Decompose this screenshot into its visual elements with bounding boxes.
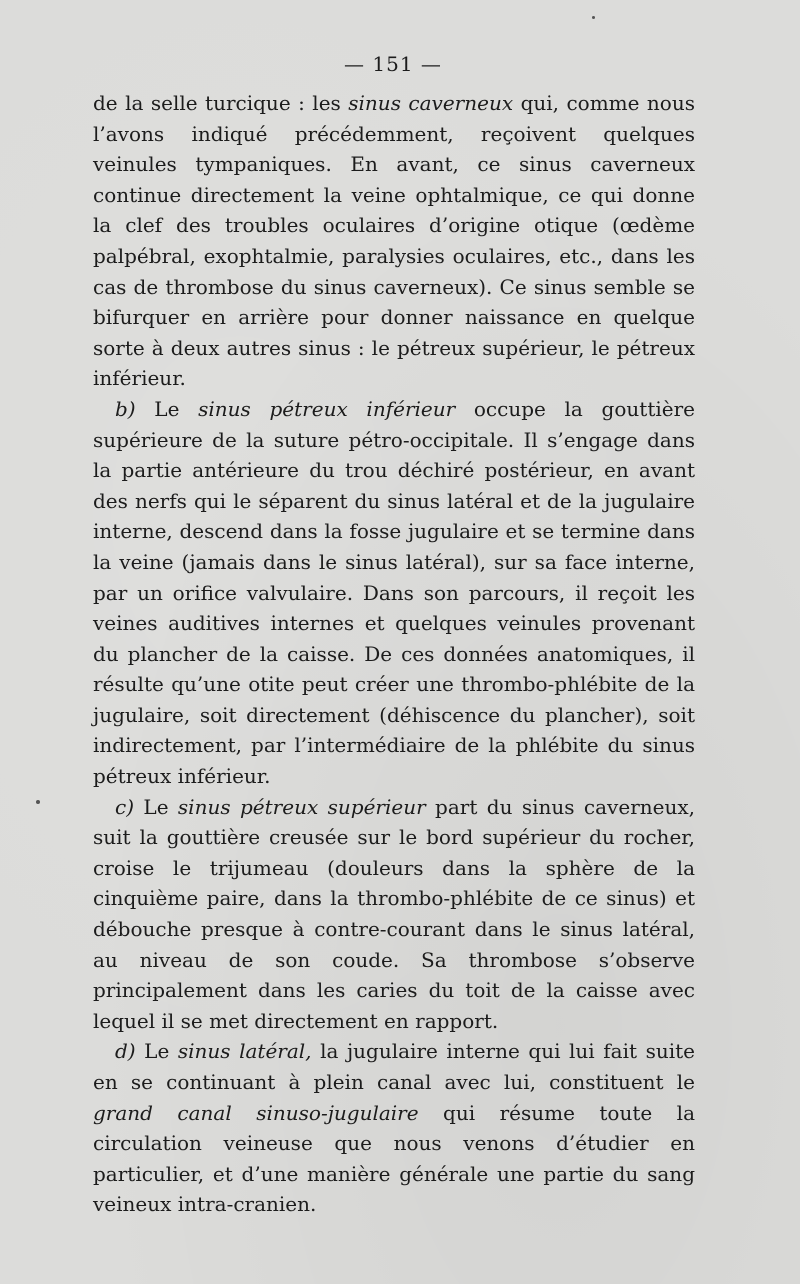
paragraph-b — [93, 394, 695, 792]
text-run: la jugulaire interne qui lui fait suite en se continuant à plein canal avec lui, constituent le — [93, 1039, 695, 1094]
text-run: qui, comme nous l’avons indiqué précédemment, reçoivent quelques veinules tympaniques. En avant, ce sinus caverneux continue directement la veine ophtalmique, ce qui donne la clef des troubles oculaires d’origine otique (œdème palpébral, exophtalmie, paralysies oculaires, etc., dans les cas de thrombose du sinus caverneux). Ce sinus semble se bifurquer en arrière pour donner naissance en quelque sorte à deux autres sinus : le pétreux supérieur, le pétreux inférieur. — [93, 91, 695, 391]
paragraph-c — [93, 792, 695, 1037]
italic-term: sinus caverneux — [348, 91, 514, 115]
italic-term: d) — [115, 1039, 136, 1064]
text-run: de la selle turcique : les — [93, 91, 349, 115]
ink-speck — [592, 16, 595, 19]
page-number: — 151 — — [344, 52, 442, 76]
italic-term: c) — [115, 794, 135, 819]
paragraph-intro — [93, 88, 695, 394]
text-run: part du sinus caverneux, suit la gouttière creusée sur le bord supérieur du rocher, croise le trijumeau (douleurs dans la sphère de la cinquième paire, dans la thrombo-phlébite de ce sinus) et débouche presque à contre-courant dans le sinus latéral, au niveau de son coude. Sa thrombose s’observe principalement dans les caries du toit de la caisse avec lequel il se met directement en rapport. — [93, 794, 695, 1033]
italic-term: sinus latéral, — [177, 1039, 312, 1064]
text-run: qui résume toute la circulation veineuse que nous venons d’étudier en particulier, et d’une manière générale une partie du sang veineux intra-cranien. — [93, 1100, 695, 1217]
text-run: Le — [135, 1039, 178, 1064]
text-run: Le — [134, 794, 178, 819]
body-text — [93, 88, 695, 1220]
ink-speck — [36, 800, 40, 804]
italic-term: grand canal sinuso-jugulaire — [93, 1100, 419, 1125]
text-run: occupe la gouttière supérieure de la suture pétro-occipitale. Il s’engage dans la partie antérieure du trou déchiré postérieur, en avant des nerfs qui le séparent du sinus latéral et de la jugulaire interne, descend dans la fosse jugulaire et se termine dans la veine (jamais dans le sinus latéral), sur sa face interne, par un orifice valvulaire. Dans son parcours, il reçoit les veines auditives internes et quelques veinules provenant du plancher de la caisse. De ces données anatomiques, il résulte qu’une otite peut créer une thrombo-phlébite de la jugulaire, soit directement (déhiscence du plancher), soit indirectement, par l’intermédiaire de la phlébite du sinus pétreux inférieur. — [93, 396, 695, 789]
italic-term: sinus pétreux supérieur — [177, 794, 426, 819]
italic-term: b) — [115, 396, 136, 421]
italic-term: sinus pétreux inférieur — [198, 396, 456, 421]
paragraph-d — [93, 1036, 695, 1220]
text-run: Le — [135, 396, 199, 421]
